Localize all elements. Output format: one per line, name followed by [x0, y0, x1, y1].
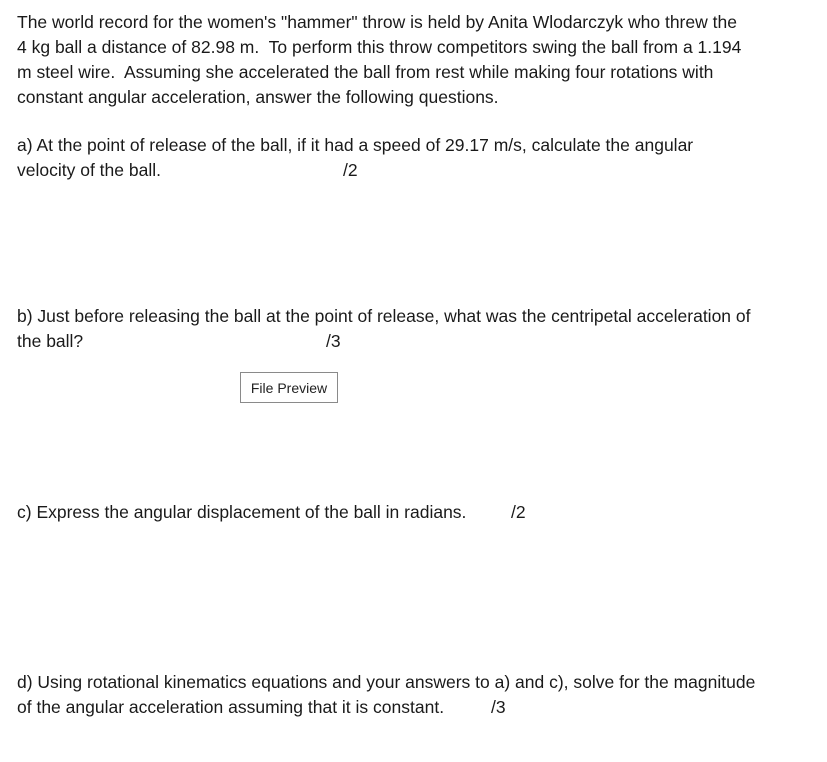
- question-b-line-1: b) Just before releasing the ball at the point of release, what was the centripetal acceleration of: [17, 306, 751, 326]
- question-a-line-1: a) At the point of release of the ball, if it had a speed of 29.17 m/s, calculate the angular: [17, 135, 694, 155]
- question-c-line-1: c) Express the angular displacement of the ball in radians.: [17, 502, 467, 522]
- question-b-marks: /3: [326, 331, 341, 351]
- question-a-marks: /2: [343, 160, 358, 180]
- question-a-line-2: velocity of the ball.: [17, 160, 161, 180]
- intro-line-2: 4 kg ball a distance of 82.98 m. To perform this throw competitors swing the ball from a 1.194: [17, 37, 742, 57]
- question-d-line-2: of the angular acceleration assuming that it is constant.: [17, 697, 445, 717]
- intro-line-1: The world record for the women's "hammer" throw is held by Anita Wlodarczyk who threw the: [17, 12, 737, 32]
- question-d-marks: /3: [491, 697, 506, 717]
- question-d-line-1: d) Using rotational kinematics equations and your answers to a) and c), solve for the magnitude: [17, 672, 756, 692]
- intro-line-4: constant angular acceleration, answer the following questions.: [17, 87, 499, 107]
- file-preview-button[interactable]: File Preview: [240, 372, 338, 403]
- intro-line-3: m steel wire. Assuming she accelerated the ball from rest while making four rotations with: [17, 62, 714, 82]
- question-c-marks: /2: [511, 502, 526, 522]
- question-b-line-2: the ball?: [17, 331, 84, 351]
